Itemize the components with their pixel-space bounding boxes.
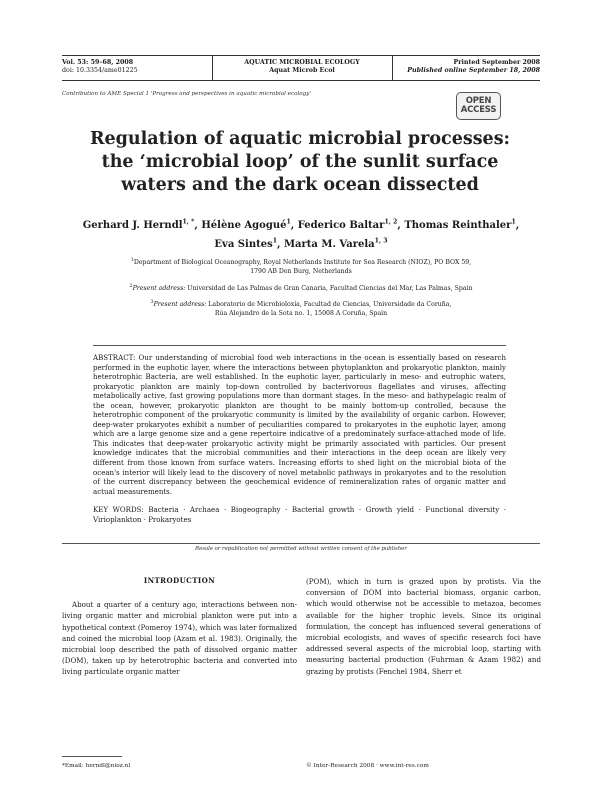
body-paragraph: (POM), which in turn is grazed upon by protists. Via the conversion of DOM into bacterial biomass, organic carbon, which would otherwise not be accessible to metazoa, becomes available for the higher trophic levels. Since its original formulation, the concept has influenced several generations of microbial ecologists, and waves of specific research foci have addressed several aspects of the microbial loop, starting with measuring bacterial production (Fuhrman & Azam 1982) and grazing by protists (Fenchel 1984, Sherr et — [306, 577, 541, 676]
doi[interactable]: doi: 10.3354/ame01225 — [62, 67, 138, 74]
footnote-divider — [62, 756, 122, 757]
resale-notice-bar — [62, 543, 540, 552]
header-right — [407, 59, 540, 75]
open-access-line-1: OPEN — [465, 96, 492, 106]
section-heading-introduction: INTRODUCTION — [143, 576, 216, 585]
body-paragraph: About a quarter of a century ago, interactions between non-living organic matter and microbial plankton were put into a hypothetical context (Pomeroy 1974), which was later formalized and coined the microbial loop (Azam et al. 1983). Originally, the microbial loop described the path of dissolved organic matter (DOM), taken up by heterotrophic bacteria and converted into living particulate organic matter — [62, 600, 297, 677]
keywords: KEY WORDS: Bacteria · Archaea · Biogeography · Bacterial growth · Growth yield · Functional diversity · Virioplankton · Prokaryotes — [93, 505, 506, 524]
author: Thomas Reinthaler$^1$, — [404, 219, 520, 232]
author-list — [62, 215, 540, 252]
journal-abbrev: Aquat Microb Ecol — [269, 67, 335, 74]
affiliation-3: $^3$Present address: Laboratorio de Microbioloxía, Facultad de Ciencias, Universidade da Coruña, Rúa Alejandro de la Sota no. 1, 15008 A Coruña, Spain — [150, 300, 452, 318]
open-access-logo — [456, 92, 501, 120]
abstract: ABSTRACT: Our understanding of microbial food web interactions in the ocean is essentially based on research performed in the euphotic layer, where the interactions between phytoplankton and prokaryotic plankton, mainly heterotrophic Bacteria, are well established. In the euphotic layer, particularly in meso- and eutrophic waters, prokaryotic plankton are mainly top-down controlled by bacterivorous flagellates and viruses, affecting metabolically active, fast growing populations more than dormant stages. In the meso- and bathypelagic realm of the ocean, however, prokaryotic plankton are thought to be mainly bottom-up controlled, because the heterotrophic component of the prokaryotic community is limited by the availability of organic carbon. However, deep-water prokaryotes exhibit a number of peculiarities compared to prokaryotes in the euphotic layer, among which are a large genome size and a gene repertoire indicative of a predominately surface-attached mode of life. This indicates that deep-water prokaryotic activity might be primarily associated with particles. Our present knowledge indicates that the microbial communities and their interactions in the deep ocean are likely very different from those known from surface waters. Increasing efforts to shed light on the microbial biota of the ocean's interior will likely lead to the discovery of novel metabolic pathways in prokaryotes and to the resolution of the current discrepancy between the geochemical evidence of remineralization rates of organic matter and actual measurements. — [93, 353, 506, 496]
resale-notice: Resale or republication not permitted without written consent of the publisher — [195, 546, 407, 552]
printed-date: Printed September 2008 — [453, 59, 540, 66]
header-divider — [392, 56, 393, 80]
abstract-section — [93, 345, 506, 524]
journal-header — [62, 55, 540, 81]
article-title: Regulation of aquatic microbial processes: the ‘microbial loop’ of the sunlit surface waters and the dark ocean dissected — [90, 129, 510, 195]
author: Gerhard J. Herndl$^{1, *}$, — [82, 219, 202, 232]
open-access-line-2: ACCESS — [460, 105, 497, 115]
header-left — [62, 59, 138, 75]
affiliation-2: $^2$Present address: Universidad de Las Palmas de Gran Canaria, Facultad Ciencias del Mar, Las Palmas, Spain — [129, 284, 473, 293]
header-center — [212, 59, 392, 75]
journal-name: AQUATIC MICROBIAL ECOLOGY — [244, 59, 360, 66]
author: Marta M. Varela$^{1, 3}$ — [283, 237, 388, 250]
author: Federico Baltar$^{1, 2}$, — [297, 219, 405, 232]
author: Eva Sintes$^1$, — [214, 237, 284, 250]
body-column-right — [306, 576, 541, 677]
author: Hélène Agogué$^1$, — [201, 219, 298, 232]
published-online-date: Published online September 18, 2008 — [407, 67, 540, 74]
corresponding-email[interactable]: *Email: herndl@nioz.nl — [62, 763, 131, 769]
contribution-note: Contribution to AME Special 1 'Progress and perspectives in aquatic microbial ecology' — [62, 91, 311, 97]
copyright: © Inter-Research 2008 · www.int-res.com — [306, 763, 429, 769]
page-footer — [62, 763, 540, 775]
body-column-left — [62, 575, 297, 678]
volume-info: Vol. 53: 59–68, 2008 — [62, 59, 134, 66]
affiliation-1: $^1$Department of Biological Oceanography, Royal Netherlands Institute for Sea Research (NIOZ), PO BOX 59, 1790 AB Den Burg, Netherlands — [130, 258, 472, 276]
